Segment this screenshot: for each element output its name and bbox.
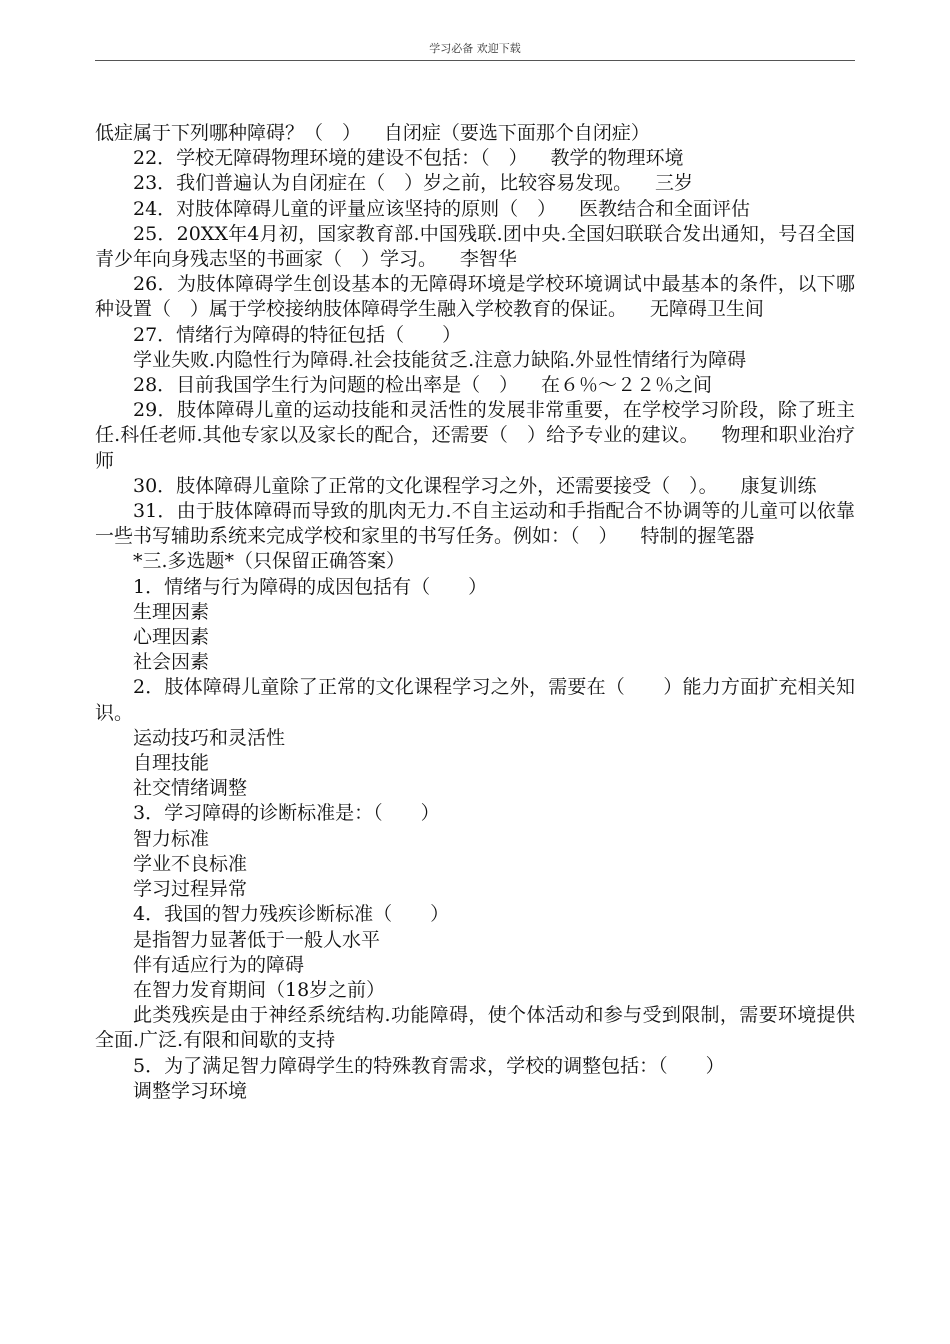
question-text: 26．为肢体障碍学生创设基本的无障碍环境是学校环境调试中最基本的条件，以下哪种设置（ ）属于学校接纳肢体障碍学生融入学校教育的保证。 bbox=[95, 273, 855, 321]
text-line bbox=[95, 953, 855, 978]
question-text: 29．肢体障碍儿童的运动技能和灵活性的发展非常重要，在学校学习阶段，除了班主任.科任老师.其他专家以及家长的配合，还需要（ ）给予专业的建议。 bbox=[95, 399, 855, 447]
question-text: 28．目前我国学生行为问题的检出率是（ ） bbox=[133, 374, 519, 397]
question-text: 智力标准 bbox=[133, 827, 210, 850]
answer-text: 三岁 bbox=[654, 172, 693, 195]
text-line bbox=[95, 877, 855, 902]
text-line bbox=[95, 978, 855, 1003]
question-text: 5．为了满足智力障碍学生的特殊教育需求，学校的调整包括：（ ） bbox=[133, 1054, 725, 1077]
text-line bbox=[95, 272, 855, 322]
question-text: 24．对肢体障碍儿童的评量应该坚持的原则（ ） bbox=[133, 197, 557, 220]
question-text: 学业不良标准 bbox=[133, 852, 248, 875]
text-line bbox=[95, 549, 855, 574]
question-text: 低症属于下列哪种障碍？（ ） bbox=[95, 122, 362, 144]
question-text: 22．学校无障碍物理环境的建设不包括：（ ） bbox=[133, 147, 528, 170]
question-text: 运动技巧和灵活性 bbox=[133, 726, 286, 749]
text-line bbox=[95, 222, 855, 272]
text-line bbox=[95, 1003, 855, 1053]
document-body bbox=[95, 121, 855, 1104]
answer-text: 李智华 bbox=[459, 248, 517, 271]
text-line bbox=[95, 600, 855, 625]
question-text: 3．学习障碍的诊断标准是：（ ） bbox=[133, 802, 440, 825]
text-line bbox=[95, 1054, 855, 1079]
header-rule bbox=[95, 60, 855, 61]
text-line bbox=[95, 852, 855, 877]
answer-text: 康复训练 bbox=[740, 474, 817, 497]
text-line bbox=[95, 499, 855, 549]
question-text: 调整学习环境 bbox=[133, 1079, 248, 1102]
text-line bbox=[95, 751, 855, 776]
question-text: 27．情绪行为障碍的特征包括（ ） bbox=[133, 323, 462, 346]
question-text: 自理技能 bbox=[133, 752, 210, 775]
question-text: 1．情绪与行为障碍的成因包括有（ ） bbox=[133, 575, 488, 598]
text-line bbox=[95, 171, 855, 196]
question-text: 学业失败.内隐性行为障碍.社会技能贫乏.注意力缺陷.外显性情绪行为障碍 bbox=[133, 348, 747, 371]
text-line bbox=[95, 902, 855, 927]
answer-text: 自闭症（要选下面那个自闭症） bbox=[383, 122, 650, 144]
text-line bbox=[95, 776, 855, 801]
text-line bbox=[95, 146, 855, 171]
question-text: 30．肢体障碍儿童除了正常的文化课程学习之外，还需要接受（ ）。 bbox=[133, 474, 718, 497]
question-text: 学习过程异常 bbox=[133, 878, 248, 901]
text-line bbox=[95, 474, 855, 499]
page-header: 学习必备 欢迎下载 bbox=[429, 42, 521, 55]
question-text: 4．我国的智力残疾诊断标准（ ） bbox=[133, 903, 450, 926]
question-text: *三.多选题*（只保留正确答案） bbox=[133, 550, 406, 573]
text-line bbox=[95, 928, 855, 953]
text-line bbox=[95, 398, 855, 474]
text-line bbox=[95, 348, 855, 373]
text-line bbox=[95, 575, 855, 600]
question-text: 23．我们普遍认为自闭症在（ ）岁之前，比较容易发现。 bbox=[133, 172, 633, 195]
text-line bbox=[95, 827, 855, 852]
text-line bbox=[95, 801, 855, 826]
question-text: 此类残疾是由于神经系统结构.功能障碍，使个体活动和参与受到限制，需要环境提供全面.广泛.有限和间歇的支持 bbox=[95, 1004, 855, 1052]
question-text: 生理因素 bbox=[133, 600, 210, 623]
answer-text: 物理和职业治疗师 bbox=[95, 424, 855, 472]
text-line bbox=[95, 373, 855, 398]
text-line bbox=[95, 625, 855, 650]
answer-text: 在６％～２２％之间 bbox=[540, 374, 712, 397]
answer-text: 特制的握笔器 bbox=[640, 525, 755, 548]
text-line bbox=[95, 726, 855, 751]
text-line bbox=[95, 197, 855, 222]
question-text: 心理因素 bbox=[133, 626, 210, 649]
question-text: 是指智力显著低于一般人水平 bbox=[133, 928, 381, 951]
question-text: 2．肢体障碍儿童除了正常的文化课程学习之外，需要在（ ）能力方面扩充相关知识。 bbox=[95, 676, 855, 724]
question-text: 伴有适应行为的障碍 bbox=[133, 953, 305, 976]
question-text: 社交情绪调整 bbox=[133, 777, 248, 800]
question-text: 31．由于肢体障碍而导致的肌肉无力.不自主运动和手指配合不协调等的儿童可以依靠一些书写辅助系统来完成学校和家里的书写任务。例如：（ ） bbox=[95, 500, 855, 548]
question-text: 社会因素 bbox=[133, 651, 210, 674]
answer-text: 医教结合和全面评估 bbox=[578, 197, 750, 220]
question-text: 在智力发育期间（18岁之前） bbox=[133, 978, 386, 1001]
text-line bbox=[95, 650, 855, 675]
answer-text: 教学的物理环境 bbox=[550, 147, 684, 170]
question-text: 25．20XX年4月初，国家教育部.中国残联.团中央.全国妇联联合发出通知，号召全国青少年向身残志坚的书画家（ ）学习。 bbox=[95, 222, 855, 271]
text-line bbox=[95, 323, 855, 348]
text-line bbox=[95, 121, 855, 146]
text-line bbox=[95, 675, 855, 725]
answer-text: 无障碍卫生间 bbox=[649, 298, 764, 321]
text-line bbox=[95, 1079, 855, 1104]
